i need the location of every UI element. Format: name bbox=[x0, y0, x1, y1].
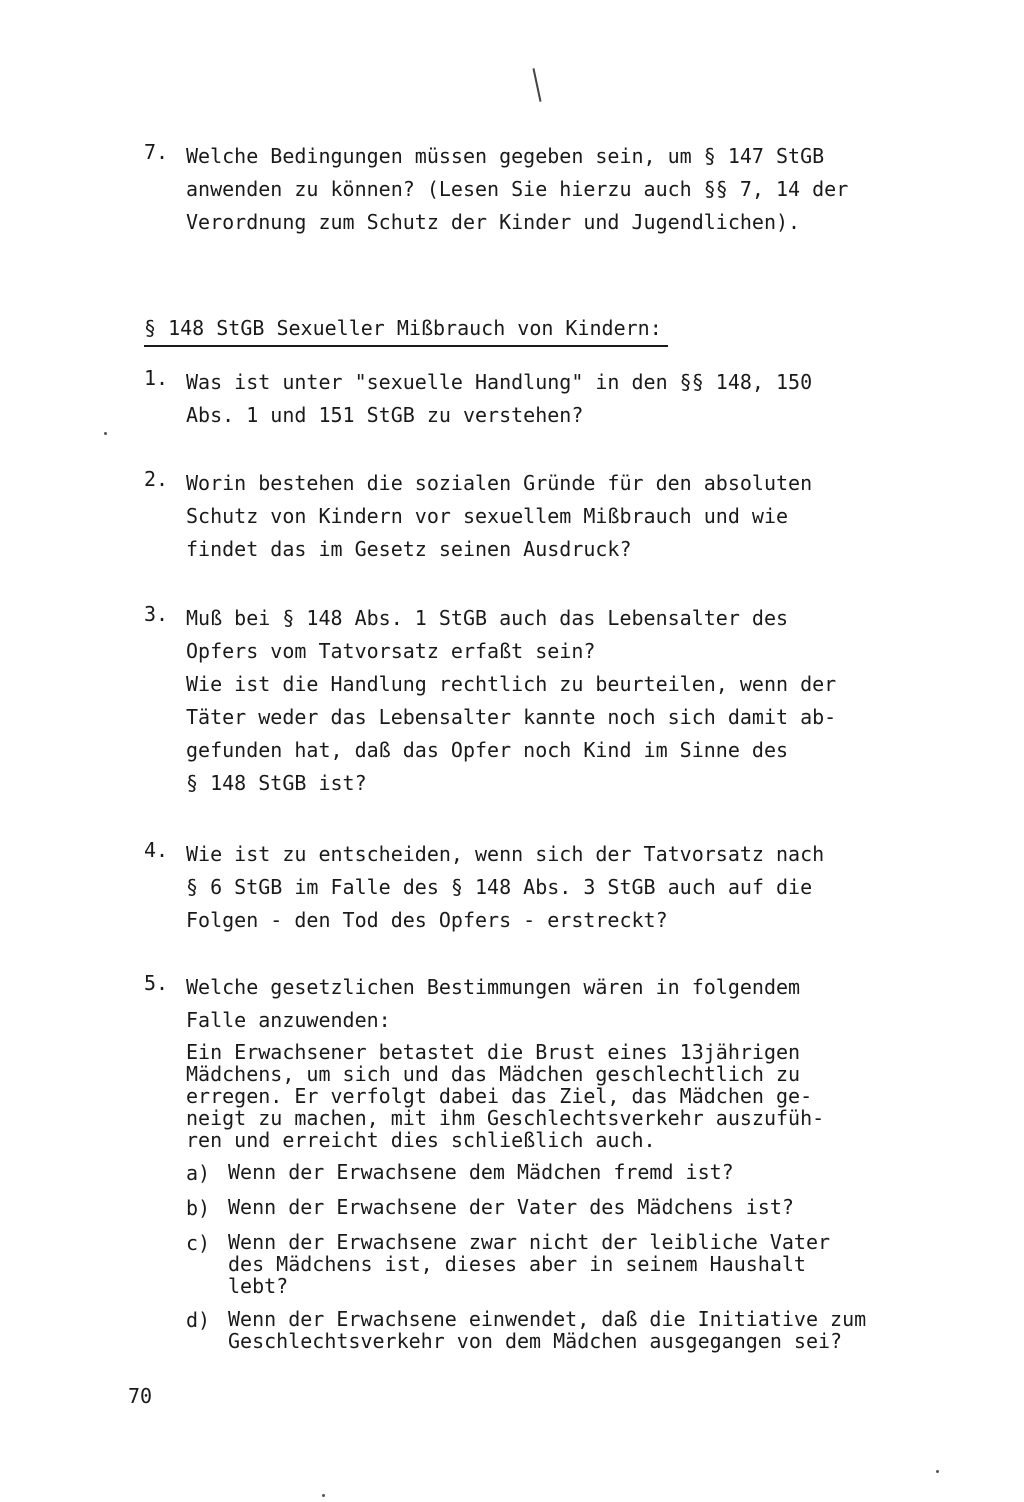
question-line: Folgen - den Tod des Opfers - erstreckt? bbox=[186, 908, 668, 932]
question-line: anwenden zu können? (Lesen Sie hierzu auch §§ 7, 14 der bbox=[186, 177, 849, 201]
sub-question-b bbox=[186, 1196, 974, 1220]
question-line: findet das im Gesetz seinen Ausdruck? bbox=[186, 537, 632, 561]
question-number: 1. bbox=[144, 366, 169, 390]
question-number: 2. bbox=[144, 467, 169, 491]
question-line: Was ist unter "sexuelle Handlung" in den §§ 148, 150 bbox=[186, 370, 813, 394]
question-5 bbox=[144, 971, 974, 1352]
question-line: Verordnung zum Schutz der Kinder und Jugendlichen). bbox=[186, 210, 801, 234]
question-line: Muß bei § 148 Abs. 1 StGB auch das Lebensalter des bbox=[186, 606, 789, 630]
case-line: ren und erreicht dies schließlich auch. bbox=[186, 1128, 656, 1152]
scan-speck bbox=[322, 1494, 325, 1497]
case-line: Ein Erwachsener betastet die Brust eines 13jährigen bbox=[186, 1040, 801, 1064]
page-number: 70 bbox=[128, 1384, 153, 1408]
question-7 bbox=[144, 140, 964, 239]
question-line: Schutz von Kindern vor sexuellem Mißbrauch und wie bbox=[186, 504, 789, 528]
question-line: Abs. 1 und 151 StGB zu verstehen? bbox=[186, 403, 584, 427]
sub-question-a bbox=[186, 1161, 974, 1185]
question-number: 5. bbox=[144, 971, 169, 995]
question-1 bbox=[144, 366, 964, 432]
sub-line: Wenn der Erwachsene dem Mädchen fremd ist? bbox=[228, 1160, 734, 1184]
sub-line: Wenn der Erwachsene zwar nicht der leibliche Vater bbox=[228, 1230, 831, 1254]
sub-question-c bbox=[186, 1231, 974, 1297]
question-4 bbox=[144, 838, 964, 937]
question-line: Falle anzuwenden: bbox=[186, 1008, 391, 1032]
sub-label: b) bbox=[186, 1196, 211, 1220]
question-2 bbox=[144, 467, 964, 566]
case-description bbox=[186, 1041, 974, 1151]
question-line: Täter weder das Lebensalter kannte noch sich damit ab- bbox=[186, 705, 837, 729]
scan-speck bbox=[936, 1470, 939, 1473]
scan-speck bbox=[104, 432, 107, 435]
case-line: erregen. Er verfolgt dabei das Ziel, das Mädchen ge- bbox=[186, 1084, 813, 1108]
sub-line: Wenn der Erwachsene der Vater des Mädchens ist? bbox=[228, 1195, 794, 1219]
question-line: § 6 StGB im Falle des § 148 Abs. 3 StGB auch auf die bbox=[186, 875, 813, 899]
question-3 bbox=[144, 602, 964, 800]
question-line: Wie ist zu entscheiden, wenn sich der Tatvorsatz nach bbox=[186, 842, 825, 866]
question-line: Welche gesetzlichen Bestimmungen wären in folgendem bbox=[186, 975, 801, 999]
sub-line: Geschlechtsverkehr von dem Mädchen ausgegangen sei? bbox=[228, 1329, 843, 1353]
question-line: Worin bestehen die sozialen Gründe für den absoluten bbox=[186, 471, 813, 495]
question-line: Opfers vom Tatvorsatz erfaßt sein? bbox=[186, 639, 596, 663]
sub-label: a) bbox=[186, 1161, 211, 1185]
sub-label: d) bbox=[186, 1308, 211, 1332]
case-line: neigt zu machen, mit ihm Geschlechtsverkehr auszufüh- bbox=[186, 1106, 825, 1130]
sub-line: Wenn der Erwachsene einwendet, daß die Initiative zum bbox=[228, 1307, 867, 1331]
question-number: 7. bbox=[144, 140, 169, 164]
sub-line: des Mädchens ist, dieses aber in seinem Haushalt bbox=[228, 1252, 806, 1276]
scan-mark bbox=[532, 68, 541, 102]
question-line: Wie ist die Handlung rechtlich zu beurteilen, wenn der bbox=[186, 672, 837, 696]
question-number: 3. bbox=[144, 602, 169, 626]
section-heading: § 148 StGB Sexueller Mißbrauch von Kindern: bbox=[144, 312, 668, 347]
question-line: gefunden hat, daß das Opfer noch Kind im Sinne des bbox=[186, 738, 789, 762]
case-line: Mädchens, um sich und das Mädchen geschlechtlich zu bbox=[186, 1062, 801, 1086]
question-number: 4. bbox=[144, 838, 169, 862]
question-line: Welche Bedingungen müssen gegeben sein, um § 147 StGB bbox=[186, 144, 825, 168]
question-line: § 148 StGB ist? bbox=[186, 771, 367, 795]
sub-line: lebt? bbox=[228, 1274, 289, 1298]
sub-label: c) bbox=[186, 1231, 211, 1255]
sub-question-d bbox=[186, 1308, 974, 1352]
